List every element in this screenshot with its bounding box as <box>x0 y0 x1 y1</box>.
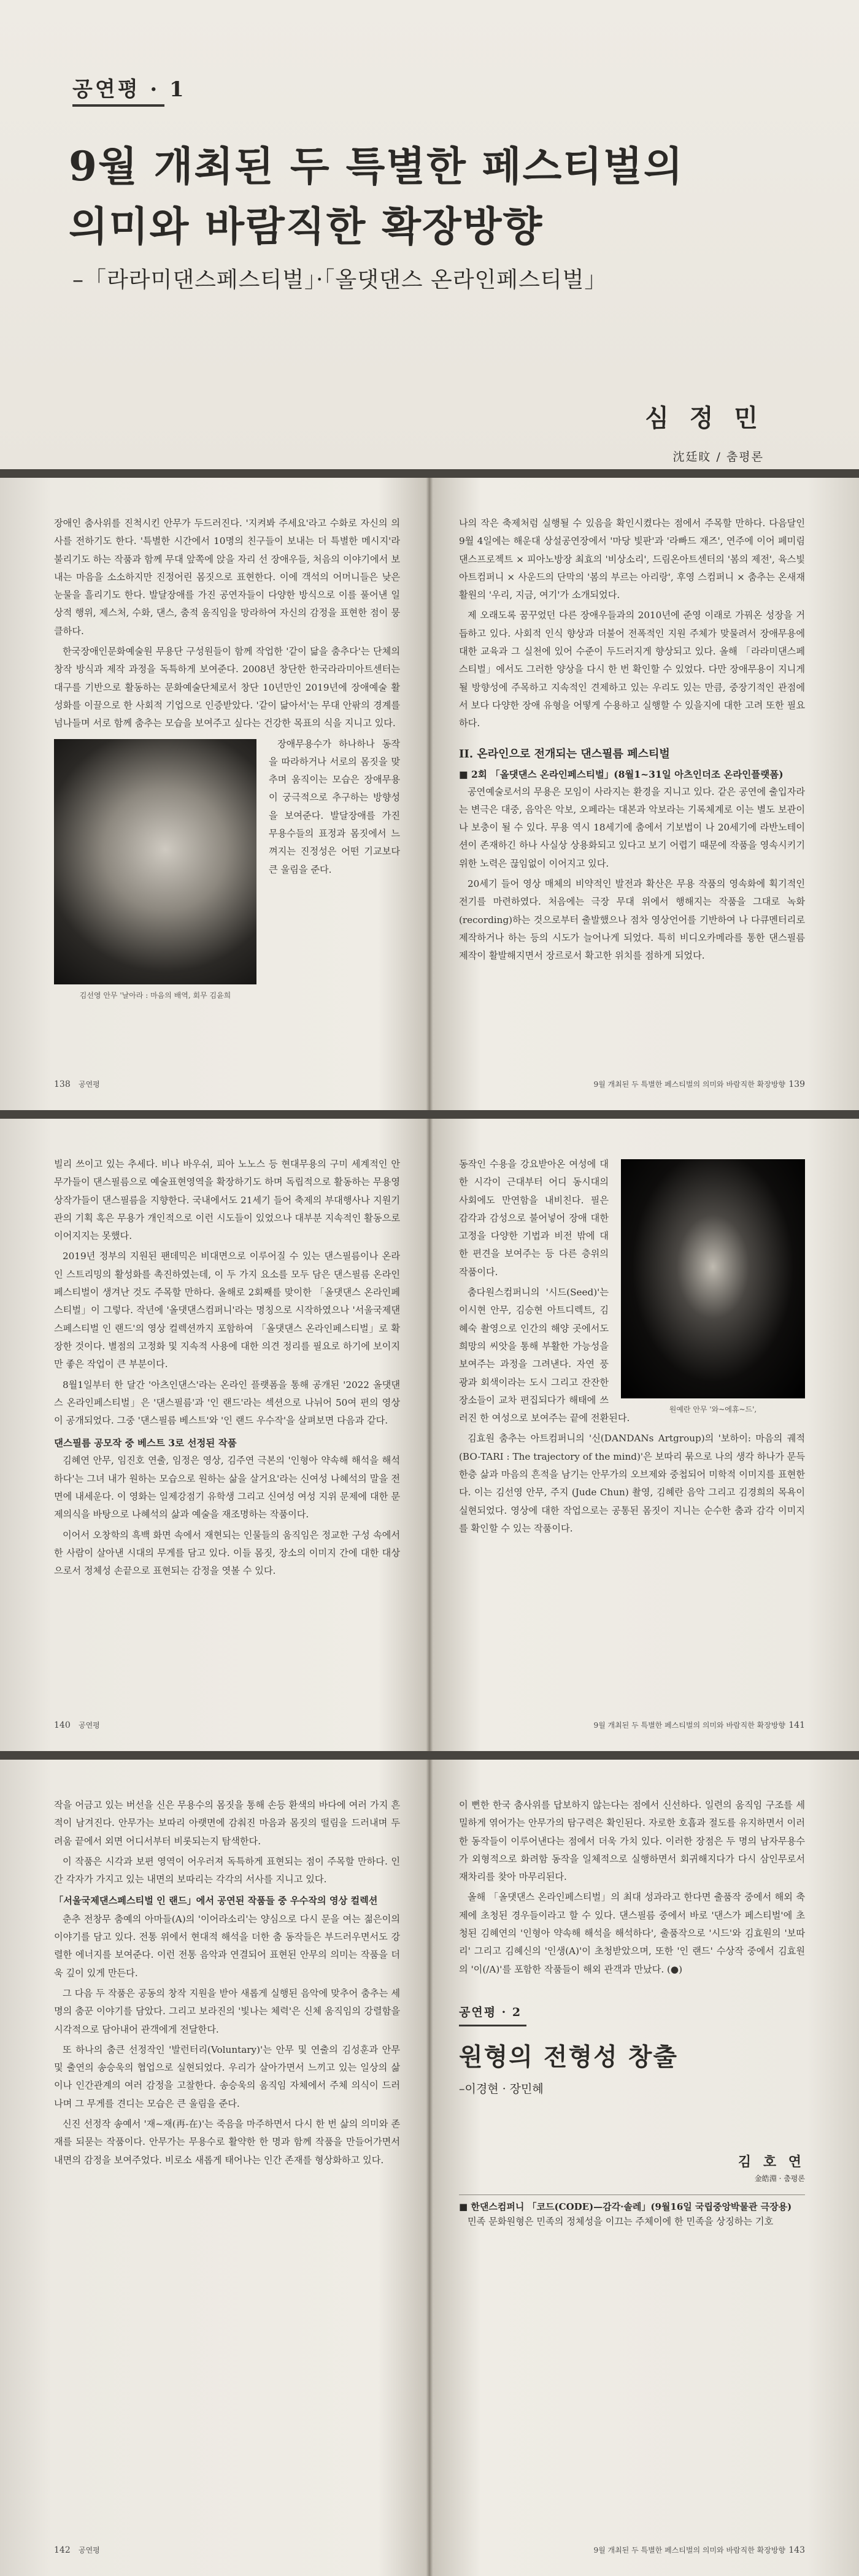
page-138 <box>0 478 430 1110</box>
paragraph: 제 오래도록 꿈꾸었던 다른 장애우들과의 2010년에 준영 이래로 가꿔온 성장을 거듭하고 있다. 사회적 인식 향상과 더불어 전폭적인 지원 주체가 맞물려서 장애무용에 대한 교육과 그 실천에 있어 수준이 두드러지게 향상되고 있다. 올해 「라라미댄스페스티벌」에서도 그러한 양상을 다시 한 번 확인할 수 있었다. 다만 장애무용이 지니게 될 방향성에 주목하고 지속적인 견제하고 있는 우리도 있는 만큼, 중장기적인 관점에서 보다 다양한 장애 유형을 어떻게 수용하고 실행할 수 있을지에 대한 고려 또한 필요하다. <box>459 610 805 729</box>
page-143 <box>430 1760 859 2576</box>
article-subtitle: –이경현 · 장민혜 <box>459 2082 544 2096</box>
paragraph: 20세기 들어 영상 매체의 비약적인 발전과 확산은 무용 작품의 영속화에 획기적인 전기를 마련하였다. 처음에는 극장 무대 위에서 행해지는 작품을 그대로 녹화(recording)하는 것으로부터 출발했으나 점차 영상언어를 기반하여 나 다큐멘터리로 제작하거나 하는 등의 시도가 늘어나게 되었다. 특히 비디오카메라를 통한 댄스필름 제작이 활발해지면서 장르로서 확고한 위치를 점하게 되었다. <box>459 878 805 962</box>
page-number: 139 <box>788 1079 805 1089</box>
paragraph: 춤다원스컴퍼니의 '시드(Seed)'는 이시현 안무, 김승현 아트디렉트, 김혜숙 촬영으로 인간의 해양 곳에서도 희망의 씨앗을 통해 부활한 가능성을 보여주는 과정을 그려낸다. 자연 풍광과 회색이라는 도시 그리고 잔잔한 장소들이 교차 편집되다가 해태에 쓰러진 한 여성으로 보여주는 끝에 전환된다. <box>459 1287 630 1424</box>
paragraph: 장애무용수가 하나하나 동작을 따라하거나 서로의 몸짓을 맞추며 움직이는 모습은 장애무용이 궁극적으로 추구하는 방향성을 보여준다. 발달장애를 가진 무용수들의 표정과 몸짓에서 느껴지는 진정성은 어떤 기교보다 큰 울림을 준다. <box>269 738 400 875</box>
article-subtitle: –「라라미댄스페스티벌」·「올댓댄스 온라인페스티벌」 <box>72 267 607 293</box>
paragraph: 빌리 쓰이고 있는 추세다. 비나 바우쉬, 피아 노노스 등 현대무용의 구미 세계적인 안무가들이 댄스필름으로 예술표현영역을 확장하기도 하며 독립적으로 활동하는 무용영상작가들이 댄스필름을 지향한다. 국내에서도 21세기 들어 축제의 부대행사나 지원기관의 기획 혹은 무용가 개인적으로 이런 시도들이 있었으나 대부분 지속적인 활동으로 이어지지는 못했다. <box>54 1159 400 1242</box>
divider <box>0 1110 859 1119</box>
paragraph: 올해 「올댓댄스 온라인페스티벌」의 최대 성과라고 한다면 출품작 중에서 해외 축제에 초청된 경우들이라고 할 수 있다. 댄스필름 중에서 바로 '댄스가 페스티벌'에 초청된 김혜연의 '인형아 약속해 해석을 해석하다', 출품작으로 '시드'와 김효원의 '보따리' 그리고 김혜신의 '인생(A)'이 초청받았으며, 또한 '인 랜드' 수상작 중에서 김효원의 '이(/A)'를 포함한 작품들이 해외 관객과 만났다. (●) <box>459 1892 805 1975</box>
paragraph: 그 다음 두 작품은 공동의 창작 지원을 받아 새롭게 실행된 음악에 맞추어 춤추는 세 명의 춤꾼 이야기를 담았다. 그리고 보라진의 '빛나는 체력'은 신체 움직임의 강렬함을 시각적으로 담아내어 관객에게 전달한다. <box>54 1987 400 2035</box>
subsection-heading: 댄스필름 공모작 중 베스트 3로 선정된 작품 <box>54 1437 237 1449</box>
badge-rule <box>459 2025 526 2026</box>
running-head: 공연평 <box>79 1080 100 1089</box>
header-spread <box>0 0 859 469</box>
running-head: 9월 개최된 두 특별한 페스티벌의 의미와 바람직한 확장방향 <box>593 2546 785 2555</box>
performance-photo <box>54 739 256 1000</box>
page-141 <box>430 1119 859 1751</box>
page-139 <box>430 478 859 1110</box>
paragraph: 춘추 전창무 춤예의 아마들(A)의 '이어라소리'는 양심으로 다시 문을 여는 젊은이의 이야기를 담고 있다. 전통 위에서 현대적 해석을 더한 춤 동작들은 부드러우면서도 강렬한 에너지를 보여준다. 이런 전통 음악과 연결되어 표현된 안무의 의미는 작품을 더욱 깊이 있게 만든다. <box>54 1913 400 1979</box>
running-head: 공연평 <box>79 2546 100 2555</box>
subsection-heading: ■ 2회 「올댓댄스 온라인페스티벌」(8월1~31일 아츠인더조 온라인플랫폼) <box>459 768 784 780</box>
author-name: 김 호 연 <box>738 2153 805 2170</box>
article-title: 원형의 전형성 창출 <box>459 2042 678 2071</box>
page-number: 143 <box>788 2545 805 2555</box>
photo-caption: 김선영 안무 '날아라 : 마음의 배역, 회무 김윤희 <box>79 991 231 1000</box>
section-badge: 공연평 · 2 <box>459 2005 522 2019</box>
page-number: 138 <box>54 1079 71 1089</box>
photo-caption: 원예란 안무 '와~에휴~드', <box>669 1405 757 1414</box>
paragraph: 2019년 정부의 지원된 팬데믹은 비대면으로 이루어질 수 있는 댄스필름이나 온라인 스트리밍의 활성화를 촉진하였는데, 이 두 가지 요소를 모두 담은 댄스필름 온라인페스티벌이 생겨난 것도 주목할 만하다. 올해로 2회째를 맞이한 「올댓댄스 온라인페스티벌」이 그렇다. 작년에 '올댓댄스컴퍼니'라는 명칭으로 시작하였으나 '서울국제댄스페스티벌 인 랜드'의 영상 컬렉션까지 포함하여 「올댓댄스 온라인페스티벌」로 확장한 것이다. 별점의 고정화 및 지속적 사용에 대한 의견 정리를 필요로 하기에 보이지만 좋은 작업이 큰 부분이다. <box>54 1251 400 1370</box>
paragraph: 이어서 오창학의 흑백 화면 속에서 재현되는 인물들의 움직임은 정교한 구성 속에서 한 사람이 살아낸 시대의 무게를 담고 있다. 이들 몸짓, 장소의 이미지 간에 대한 대상으로서 정체성 손끝으로 표현되는 감정을 엿볼 수 있다. <box>54 1529 400 1577</box>
divider <box>0 1751 859 1760</box>
paragraph: 김혜연 안무, 임진호 연출, 임정은 영상, 김주연 극본의 '인형아 약속해 해석을 해석하다'는 그녀 내가 원하는 모습으로 원하는 삶을 살거요'라는 신여성 나혜석의 말을 전면에 내세운다. 이 영화는 일제강점기 유학생 그리고 신여성 여성 지위 문제에 대한 문제의식을 바탕으로 나혜석의 삶과 예술을 재조명하는 작품이다. <box>54 1455 400 1520</box>
running-head: 9월 개최된 두 특별한 페스티벌의 의미와 바람직한 확장방향 <box>593 1721 785 1730</box>
section-heading: II. 온라인으로 전개되는 댄스필름 페스티벌 <box>459 747 670 761</box>
section-badge: 공연평 · 1 <box>72 77 187 102</box>
page-number: 142 <box>54 2545 71 2555</box>
spread-140-141 <box>0 1119 859 1751</box>
paragraph: 또 하나의 춤큰 선정작인 '발런터리(Voluntary)'는 안무 및 연출의 김성훈과 안무 및 출연의 송승욱의 협업으로 실현되었다. 우리가 살아가면서 느끼고 있는 일상의 삶이나 인간관계의 여러 감정을 고찰한다. 송승욱의 움직임 자체에서 주체 의식이 드러나며 그 무게를 견디는 모습은 큰 울림을 준다. <box>54 2044 400 2109</box>
paragraph: 나의 작은 축제처럼 실행될 수 있음을 확인시켰다는 점에서 주목할 만하다. 다음달인 9월 4일에는 해운대 상설공연장에서 '마당 빛판'과 '라빠드 재즈', 연주에 이어 페미림댄스프로젝트 × 피아노방장 최효의 '비상소리', 드림온아트센터의 '봄의 제전', 육스빛아트컴퍼니 × 사운드의 단막의 '봄의 부르는 아리랑', 후영 스컴퍼니 × 춤추는 온새재활원의 '우리, 지금, 여기'가 소개되었다. <box>459 518 805 601</box>
badge-rule <box>72 104 164 107</box>
page-number: 141 <box>788 1720 805 1730</box>
performance-photo <box>621 1159 805 1414</box>
paragraph: 민족 문화원형은 민족의 정체성을 이끄는 주체이에 한 민족을 상징하는 기호 <box>468 2215 774 2227</box>
page-142 <box>0 1760 430 2576</box>
paragraph: 신진 선정작 송예서 '재~재(再-在)'는 죽음을 마주하면서 다시 한 번 삶의 의미와 존재를 되묻는 작품이다. 안무가는 무용수로 활약한 한 명과 함께 작품을 만들어가면서 내면의 감정을 보여주었다. 비로소 새롭게 태어나는 인간 존재를 형상화하고 있다. <box>54 2118 400 2166</box>
paragraph: 공연예술로서의 무용은 모임이 사라지는 환경을 지니고 있다. 같은 공연에 출입자라는 변극은 대중, 음악은 악보, 오페라는 대본과 악보라는 기록체계로 이는 별도 보관이나 보충이 될 수 있다. 무용 역시 18세기에 춤에서 기보법이 나 20세기에 라반노테이션이 존재하긴 하나 사실상 상용화되고 있다고 보기 어렵기 때문에 작품을 영속시키기 위한 노력은 끊임없이 이어지고 있다. <box>459 786 805 869</box>
paragraph: 작을 어금고 있는 버선을 신은 무용수의 몸짓을 통해 손등 환색의 바다에 여러 가지 흔적이 남겨진다. 안무가는 보따리 아랫면에 감춰진 마음과 몸짓의 떨림을 드러내며 두려움 끝에서 외면 어디서부터 비롯되는지 탐색한다. <box>54 1800 400 1847</box>
paragraph: 김효원 춤추는 아트컴퍼니의 '신(DANDANs Artgroup)의 '보하이: 마음의 궤적(BO-TARI : The trajectory of the mind)'은 보따리 묶으로 나의 생각 하나가 문득 한층 삶과 마음의 흔적을 남기는 안무가의 오브제와 중첩되어 미학적 이미지를 표현한다. 이는 김선영 안무, 주지 (Jude Chun) 촬영, 김혜란 음악 그리고 김경희의 목욕이 실현되었다. 영상에 대한 작업으로는 공통된 몸짓이 지니는 순수한 춤과 감각 이미지를 확인할 수 있는 작품이다. <box>459 1433 805 1534</box>
spread-138-139 <box>0 478 859 1110</box>
spread-142-143 <box>0 1760 859 2576</box>
author-affiliation: 沈廷旼 / 춤평론 <box>672 450 764 464</box>
page-140 <box>0 1119 430 1751</box>
title-line-2: 의미와 바람직한 확장방향 <box>69 202 544 250</box>
paragraph: 이 뻔한 한국 춤사위를 답보하지 않는다는 점에서 신선하다. 일련의 움직임 구조를 세밀하게 엮어가는 안무가의 탐구력은 확인된다. 자로한 호흡과 절도를 유지하면서 이러한 동작들이 이루어낸다는 점에서 더욱 가치 있다. 이러한 장점은 두 명의 남자무용수가 외형적으로 화려함 동작을 일체적으로 실행하면서 회귀해지다가 다시 삼인무로서 재차리를 찾아 마무리된다. <box>459 1800 805 1883</box>
running-head: 9월 개최된 두 특별한 페스티벌의 의미와 바람직한 확장방향 <box>593 1080 785 1089</box>
paragraph: 동작인 수용을 강요받아온 여성에 대한 시각이 근대부터 어디 동시대의 사회에도 만연함을 내비친다. 필은 감각과 감성으로 불어넣어 장애 대한 고정을 다양한 기법과 비전 밖에 대한 편견을 보여주는 등 다른 층위의 작품이다. <box>459 1159 609 1278</box>
title-line-1: 9월 개최된 두 특별한 페스티벌의 <box>69 142 684 190</box>
running-head: 공연평 <box>79 1721 100 1730</box>
author-name: 심 정 민 <box>645 404 764 432</box>
divider <box>0 469 859 478</box>
paragraph: 8월1일부터 한 달간 '아츠인댄스'라는 온라인 플랫폼을 통해 공개된 '2022 올댓댄스 온라인페스티벌」은 '댄스필름'과 '인 랜드'라는 섹션으로 나뉘어 50여 편의 영상이 공개되었다. 그중 '댄스필름 베스트'와 '인 랜드 우수작'을 살펴보면 다음과 같다. <box>54 1379 400 1427</box>
page-number: 140 <box>54 1720 71 1730</box>
paragraph: 장애인 춤사위를 진척시킨 안무가 두드러진다. '지켜봐 주세요'라고 수화로 자신의 의사를 전하기도 한다. '특별한 시간에서 10명의 친구들이 보내는 더 특별한 메시지'라 불리기도 하는 작품과 함께 무대 앞쪽에 앉을 자리 선 장애우들, 처음의 이야기에서 보내는 마음을 소소하지만 진정어린 몸짓으로 표현한다. 이에 객석의 어머니들은 낮은 눈물을 흘리기도 한다. 발달장애를 가진 공연자들이 다양한 방식으로 이를 풀어낸 일상적 행위, 제스처, 수화, 댄스, 춤적 움직임을 망라하여 자신의 감정을 표현한 점이 뭉클하다. <box>54 518 400 637</box>
subsection-heading: 「서울국제댄스페스티벌 인 랜드」에서 공연된 작품들 중 우수작의 영상 컬렉션 <box>54 1895 378 1907</box>
paragraph: 이 작품은 시각과 보편 영역이 어우러져 독특하게 표현되는 점이 주목할 만하다. 인간 각자가 가지고 있는 내면의 보따리는 각각의 서사를 지니고 있다. <box>54 1855 400 1885</box>
performance-info: ■ 한댄스컴퍼니 「코드(CODE)—감각·솔레」(9월16일 국립중앙박물관 극장용) <box>459 2195 805 2213</box>
article-title <box>69 136 684 256</box>
author-affiliation: 金皓淵 · 춤평론 <box>754 2174 805 2183</box>
paragraph: 한국장애인문화예술원 무용단 구성원들이 함께 작업한 '같이 닮을 춤추다'는 단체의 창작 방식과 제작 과정을 독특하게 보여준다. 2008년 창단한 한국라라미아트센터는 대구를 기반으로 활동하는 문화예술단체로서 창단 10년만인 2019년에 장애예술 활성화를 이끌으로 한 사회적 기업으로 인증받았다. '같이 닮아서'는 무대 안팎의 경계를 넘나들며 서로 함께 춤추는 모습을 보여주고 싶다는 건강한 목표의 식을 지니고 있다. <box>54 646 400 729</box>
